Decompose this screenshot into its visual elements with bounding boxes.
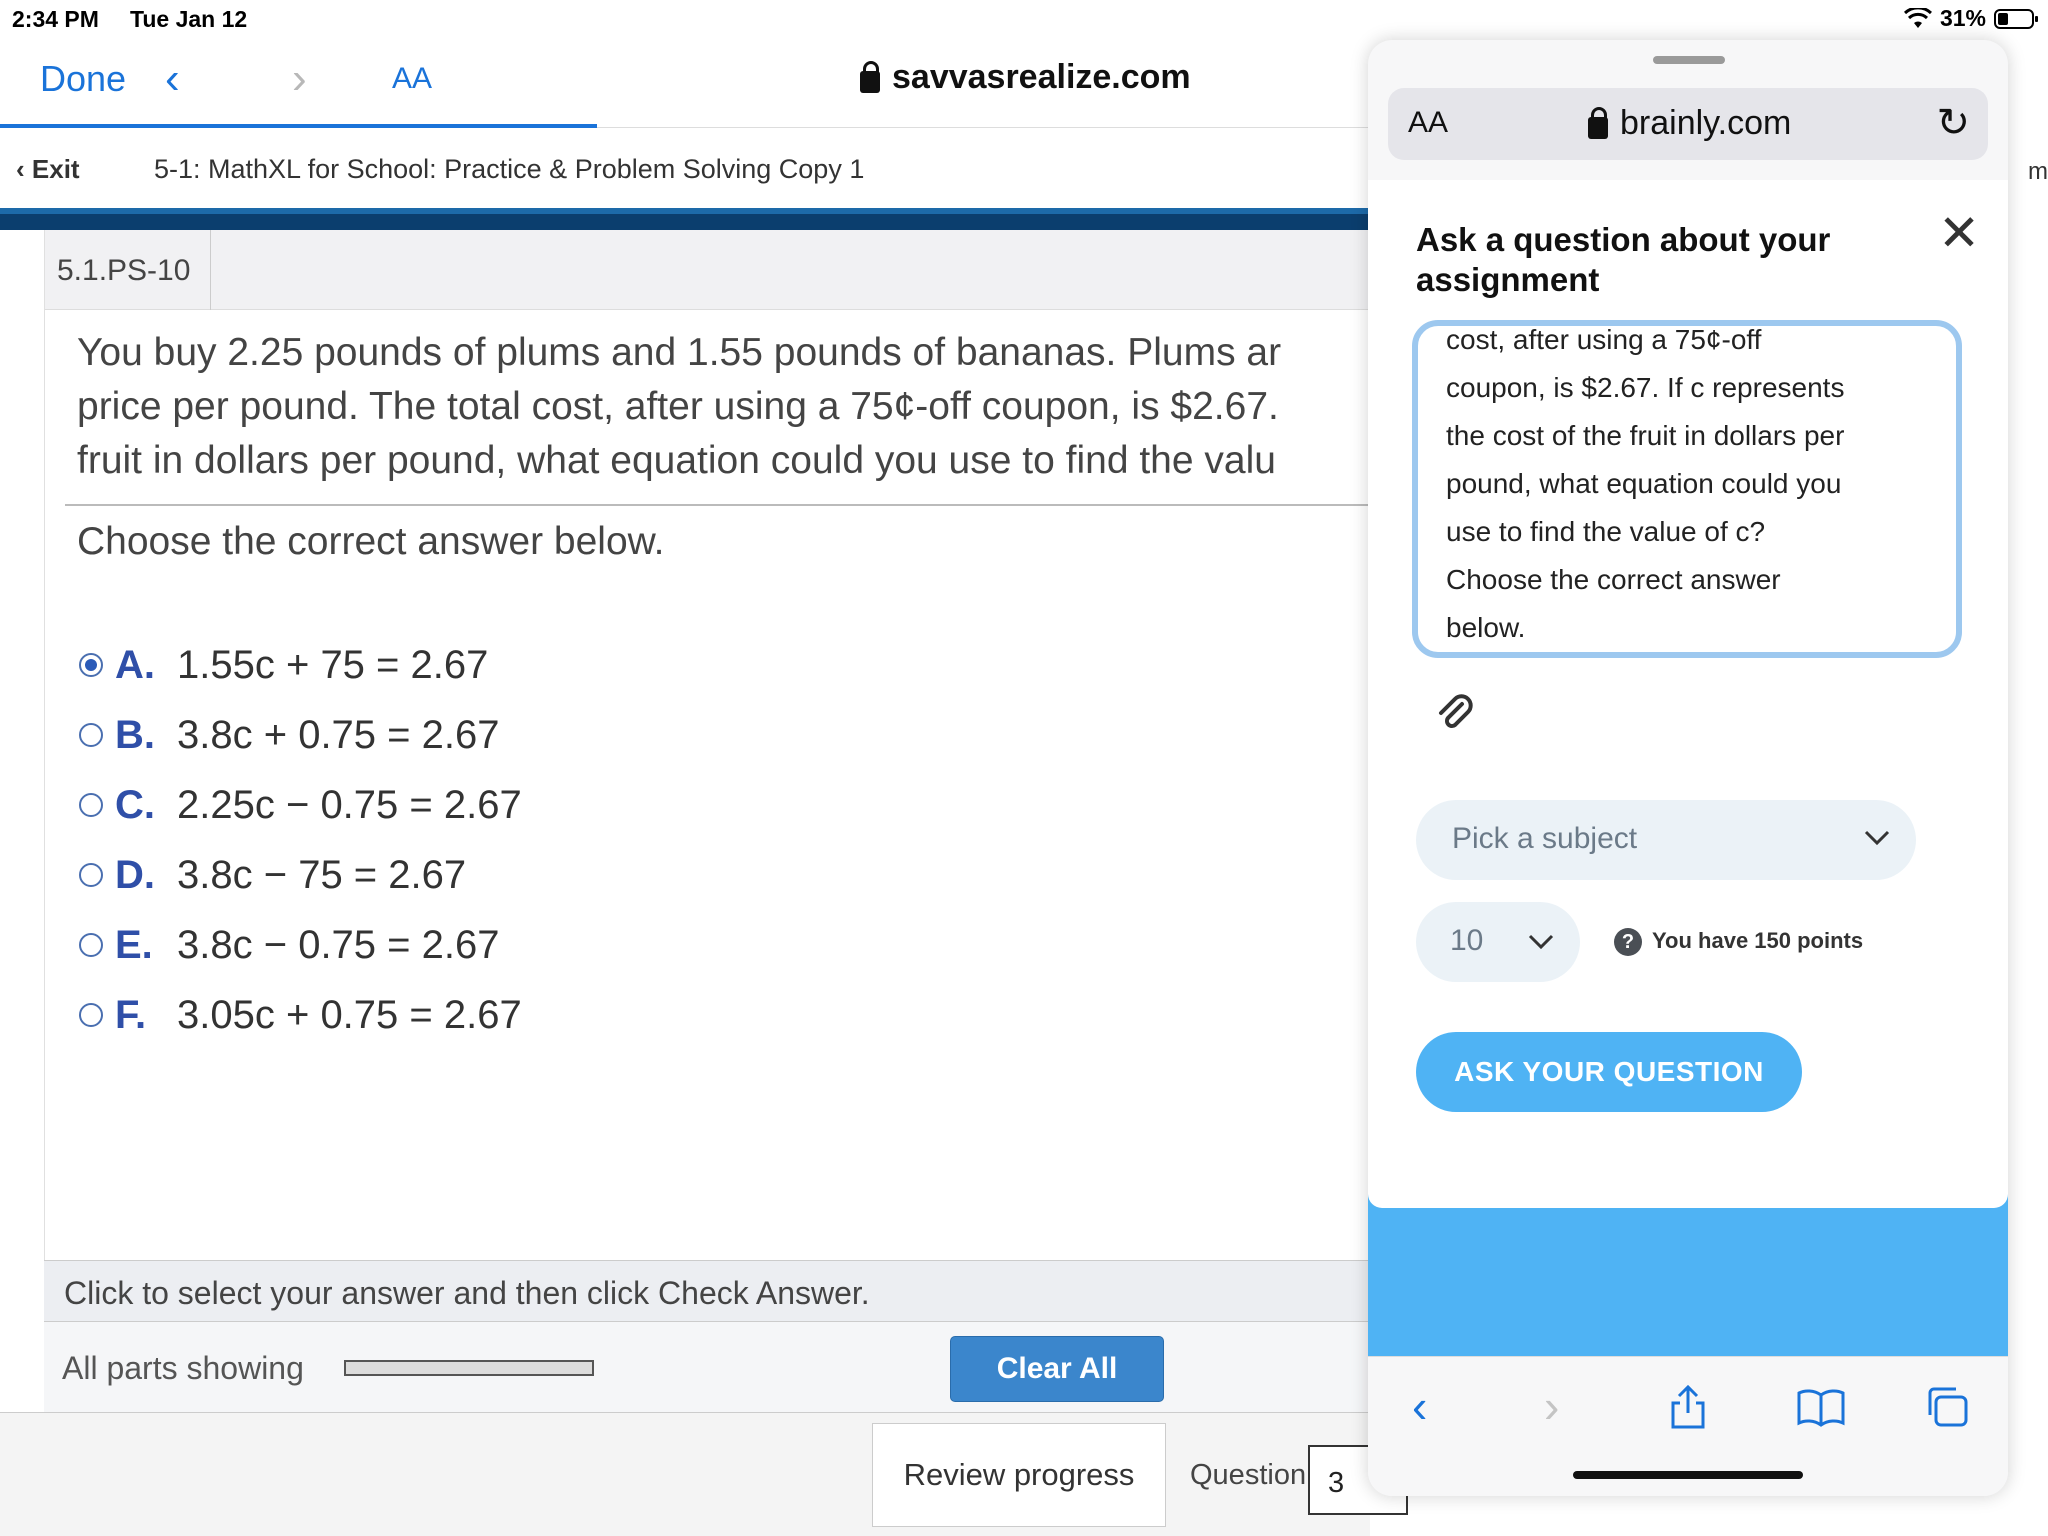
choice-a[interactable] [79,630,522,700]
chevron-down-icon [1864,830,1890,846]
lock-icon [1588,117,1608,139]
modal-title: Ask a question about your assignment [1416,221,1831,298]
textarea-line: cost, after using a 75¢-off [1446,324,1762,355]
divider [65,504,1371,506]
exit-label: Exit [31,154,80,184]
choice-equation: 3.05c + 0.75 = 2.67 [177,992,522,1037]
textarea-line: pound, what equation could you [1446,468,1842,499]
back-icon[interactable]: ‹ [165,54,180,103]
choice-equation: 3.8c − 75 = 2.67 [177,852,467,897]
choice-letter: D. [115,852,155,897]
background-peek-text: m [2028,158,2048,185]
question-label: Question [1190,1459,1307,1491]
question-number-input[interactable]: 3 [1308,1445,1408,1515]
choice-equation: 2.25c − 0.75 = 2.67 [177,782,522,827]
done-button[interactable]: Done [40,58,127,99]
ask-question-button[interactable]: ASK YOUR QUESTION [1416,1032,1802,1112]
choice-equation: 3.8c + 0.75 = 2.67 [177,712,500,757]
radio-button-selected[interactable] [79,653,103,677]
choice-f[interactable] [79,980,522,1050]
drag-handle[interactable] [1653,56,1725,64]
choice-e[interactable] [79,910,522,980]
forward-icon[interactable]: › [292,54,307,103]
choice-equation: 3.8c − 0.75 = 2.67 [177,922,500,967]
forward-icon[interactable]: › [1544,1380,1560,1432]
url-text: savvasrealize.com [892,58,1191,96]
slideover-address-bar[interactable] [1388,88,1988,160]
points-select[interactable] [1416,902,1580,982]
header-divider [0,208,1370,230]
choice-equation: 1.55c + 75 = 2.67 [177,642,489,687]
address-bar[interactable] [860,58,1191,97]
status-bar [0,0,2048,40]
choice-letter: F. [115,992,147,1037]
parts-bar [44,1322,1370,1412]
problem-line: price per pound. The total cost, after using a 75¢-off coupon, is $2.67. [77,385,1279,428]
subject-select[interactable] [1416,800,1916,880]
problem-line: fruit in dollars per pound, what equation could you use to find the valu [77,439,1276,482]
review-progress-button[interactable]: Review progress [872,1423,1166,1527]
status-time: 2:34 PM [12,6,99,32]
radio-button[interactable] [79,723,103,747]
footer [0,1412,1370,1536]
share-icon[interactable] [1668,1383,1708,1431]
browser-toolbar [0,40,1370,128]
reload-icon[interactable]: ↻ [1936,101,1970,145]
parts-label: All parts showing [62,1350,304,1386]
wifi-icon [1904,8,1932,30]
radio-button[interactable] [79,1003,103,1027]
status-indicators [1904,5,2034,32]
radio-button[interactable] [79,933,103,957]
text-size-button[interactable]: AA [392,62,433,95]
radio-button[interactable] [79,793,103,817]
paperclip-icon[interactable] [1432,690,1478,736]
course-title: 5-1: MathXL for School: Practice & Problem Solving Copy 1 [154,154,865,184]
chevron-down-icon [1528,934,1554,950]
choice-letter: B. [115,712,155,757]
question-panel [44,230,1370,1410]
textarea-line: use to find the value of c? [1446,516,1766,547]
answer-choices [79,630,522,1050]
instruction-text: Choose the correct answer below. [77,520,665,563]
battery-percent: 31% [1939,5,1986,31]
question-textarea-content [1446,320,1946,652]
choice-b[interactable] [79,700,522,770]
slideover-url-text: brainly.com [1620,104,1792,142]
choice-letter: C. [115,782,155,827]
hint-text: Click to select your answer and then click Check Answer. [64,1275,870,1311]
choice-letter: A. [115,642,155,687]
tabs-icon[interactable] [1924,1385,1970,1429]
textarea-line: Choose the correct answer [1446,564,1781,595]
points-balance: You have 150 points [1652,928,1864,953]
radio-button[interactable] [79,863,103,887]
hint-bar [44,1260,1370,1322]
choice-d[interactable] [79,840,522,910]
back-icon[interactable]: ‹ [1412,1380,1428,1432]
question-textarea[interactable] [1412,320,1962,658]
textarea-line: below. [1446,612,1526,643]
battery-icon [1994,9,2034,29]
slideover-url [1588,104,1791,143]
status-date: Tue Jan 12 [130,6,248,32]
textarea-line: the cost of the fruit in dollars per [1446,420,1845,451]
slideover-text-size-button[interactable]: AA [1408,106,1449,139]
points-value: 10 [1450,924,1484,957]
home-indicator [1573,1471,1803,1479]
choice-letter: E. [115,922,153,967]
exit-button[interactable]: ‹ Exit [16,154,80,184]
bookmarks-icon[interactable] [1796,1387,1846,1427]
question-id: 5.1.PS-10 [45,230,211,310]
choice-c[interactable] [79,770,522,840]
textarea-line: coupon, is $2.67. If c represents [1446,372,1845,403]
course-header [0,128,1370,208]
question-id-bar [45,230,1371,310]
slide-over-window [1368,40,2008,1496]
lock-icon [860,71,880,93]
clear-all-button[interactable]: Clear All [950,1336,1164,1402]
ask-question-modal [1368,180,2008,1208]
subject-placeholder: Pick a subject [1452,822,1638,855]
parts-progress-bar [344,1360,594,1376]
help-icon[interactable]: ? [1614,928,1642,956]
problem-text [77,326,1377,488]
close-icon[interactable]: ✕ [1938,205,1980,261]
problem-line: You buy 2.25 pounds of plums and 1.55 pounds of bananas. Plums ar [77,331,1282,374]
slideover-toolbar [1368,1356,2008,1496]
